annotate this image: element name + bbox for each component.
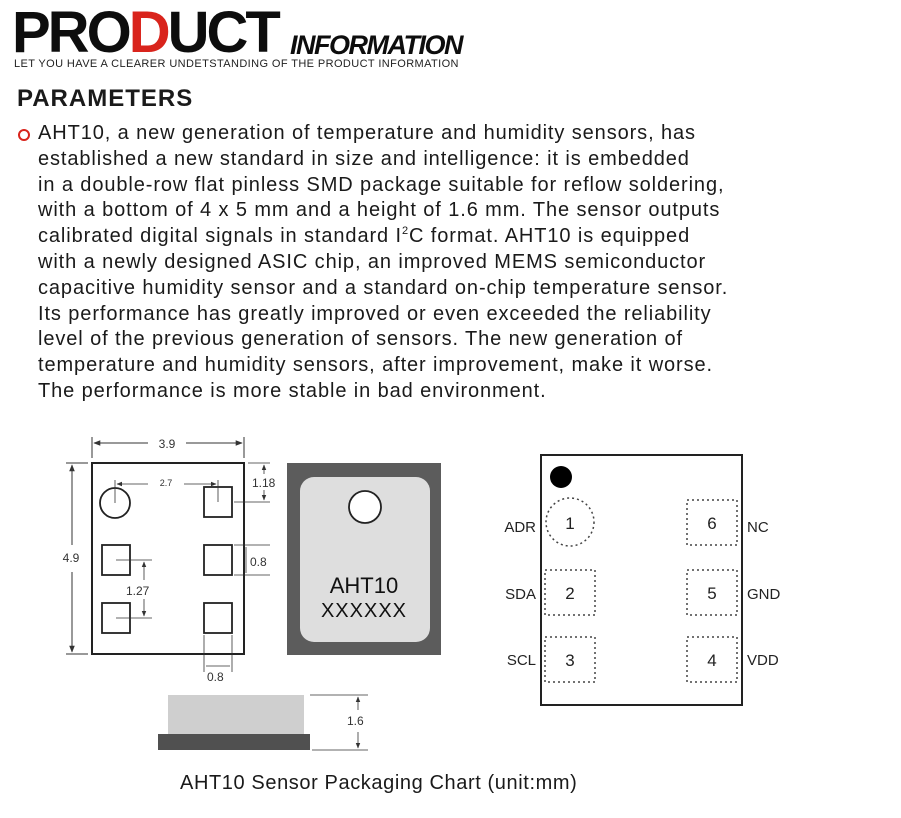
dim-width-label: 3.9 — [158, 437, 176, 451]
pin-name: VDD — [747, 652, 779, 669]
dim-pad-height-label: 0.8 — [250, 555, 267, 569]
paragraph-line: with a bottom of 4 x 5 mm and a height of 1.6 mm. The sensor outputs — [38, 199, 721, 222]
dim-pitch-y-label: 1.27 — [126, 584, 150, 598]
paragraph-line: temperature and humidity sensors, after improvement, make it worse. — [38, 354, 713, 377]
paragraph-line: AHT10, a new generation of temperature and humidity sensors, has — [38, 122, 696, 144]
marking-model: AHT10 — [329, 573, 399, 598]
header-tagline: LET YOU HAVE A CLEARER UNDETSTANDING OF THE PRODUCT INFORMATION — [14, 58, 459, 70]
bottom-view — [63, 437, 276, 684]
parameters-heading: PARAMETERS — [17, 85, 194, 112]
dim-pad-width-label: 0.8 — [207, 670, 224, 684]
superscript-two: 2 — [401, 224, 409, 237]
pin-name: GND — [747, 586, 781, 603]
pin-name: NC — [747, 519, 769, 536]
pin-number: 4 — [707, 651, 717, 670]
dim-side-height-label: 1.6 — [347, 714, 364, 728]
pin-name: ADR — [504, 519, 536, 536]
paragraph-line: in a double-row flat pinless SMD package suitable for reflow soldering, — [38, 173, 725, 196]
pad — [204, 603, 232, 633]
brand-text-part1: PRO — [12, 0, 129, 65]
marking-lot: XXXXXX — [320, 600, 408, 622]
pin-number: 5 — [707, 584, 717, 603]
paragraph-line: The performance is more stable in bad environment. — [38, 379, 547, 402]
paragraph-line-part: calibrated digital signals in standard I — [38, 225, 402, 248]
pin-number: 6 — [707, 514, 717, 533]
brand-suffix: INFORMATION — [290, 30, 462, 60]
pinout-view — [504, 455, 780, 705]
side-substrate — [158, 734, 310, 750]
pin-number: 2 — [565, 584, 575, 603]
paragraph-line-part: C format. AHT10 is equipped — [409, 225, 691, 248]
diagram-caption: AHT10 Sensor Packaging Chart (unit:mm) — [180, 772, 578, 794]
paragraph-line: with a newly designed ASIC chip, an improved MEMS semiconductor — [38, 250, 707, 273]
brand-text-accent-letter: D — [128, 0, 168, 65]
pad — [204, 545, 232, 575]
side-body — [168, 695, 304, 734]
paragraph-line: Its performance has greatly improved or even exceeded the reliability — [38, 302, 712, 325]
pin1-indicator-dot — [550, 466, 572, 488]
pin-name: SCL — [506, 652, 536, 669]
paragraph-line: level of the previous generation of sensors. The new generation of — [38, 328, 683, 351]
pin-number: 3 — [565, 651, 575, 670]
paragraph-line: capacitive humidity sensor and a standard on-chip temperature sensor. — [38, 276, 729, 299]
brand-text-part3: UCT — [167, 0, 278, 65]
sensor-opening-circle — [349, 491, 381, 523]
top-view — [287, 463, 441, 655]
dim-height-label: 4.9 — [62, 551, 80, 565]
pin-name: SDA — [505, 586, 536, 603]
pin-number: 1 — [565, 514, 575, 533]
dim-top-offset-label: 1.18 — [252, 476, 276, 490]
side-view — [158, 695, 368, 750]
dim-pitch-x-label: 2.7 — [159, 478, 173, 488]
paragraph-line: established a new standard in size and intelligence: it is embedded — [38, 147, 690, 170]
